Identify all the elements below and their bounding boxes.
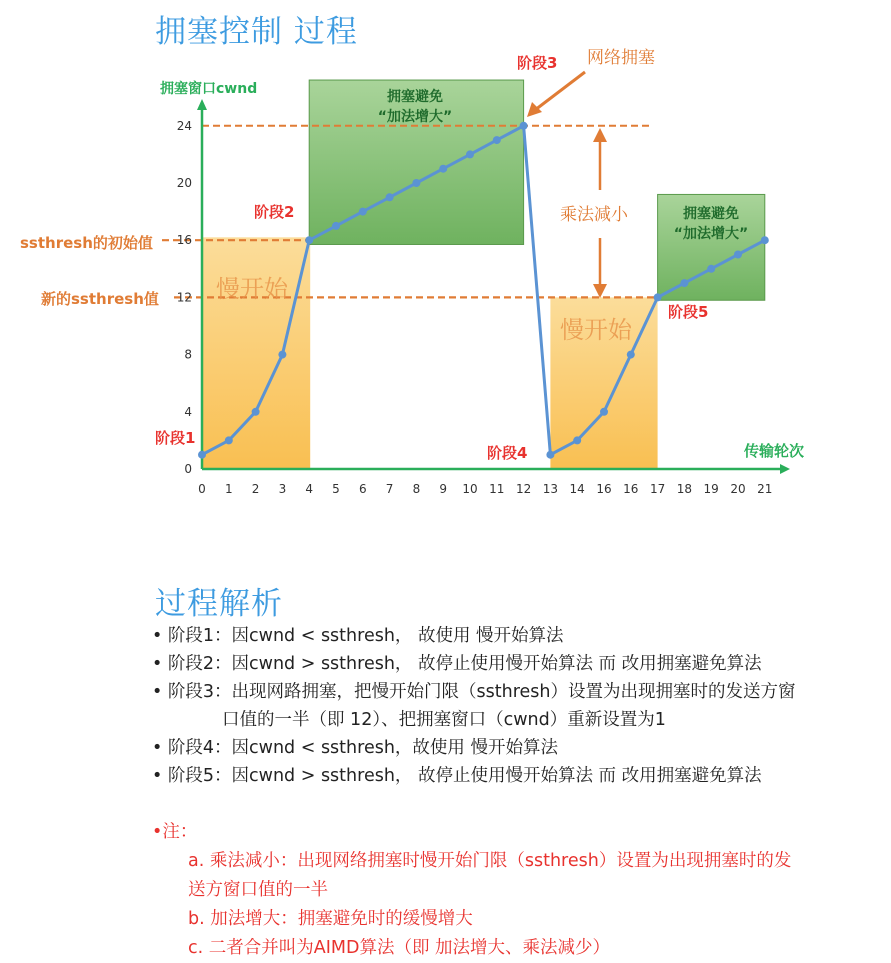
mult-arrow-down-head bbox=[593, 284, 607, 298]
congestion-arrow-line bbox=[535, 72, 585, 110]
stage1-label: 阶段1 bbox=[155, 429, 196, 447]
ca-title-1: 拥塞避免 bbox=[387, 89, 443, 105]
ca-sub-2: “加法增大” bbox=[673, 226, 749, 242]
x-tick-label: 11 bbox=[489, 482, 505, 496]
data-point bbox=[412, 179, 420, 187]
x-tick-label: 20 bbox=[730, 482, 746, 496]
stage3-label: 阶段3 bbox=[517, 54, 558, 72]
x-tick-label: 16 bbox=[596, 482, 612, 496]
x-tick-label: 6 bbox=[358, 482, 367, 496]
notes bbox=[152, 818, 791, 963]
x-tick-label: 4 bbox=[305, 482, 314, 496]
notes-head: •注： bbox=[152, 822, 198, 842]
data-point bbox=[707, 265, 715, 273]
x-tick-label: 18 bbox=[676, 482, 693, 496]
note-a: a. 乘法减小：出现网络拥塞时慢开始门限（ssthresh）设置为出现拥塞时的发 bbox=[188, 851, 792, 871]
data-point bbox=[680, 279, 688, 287]
x-axis-arrow bbox=[780, 464, 790, 474]
y-tick-label: 0 bbox=[184, 462, 192, 476]
note-c: c. 二者合并叫为AIMD算法（即 加法增大、乘法减少） bbox=[188, 938, 611, 958]
data-point bbox=[734, 251, 742, 259]
stage5-label: 阶段5 bbox=[668, 303, 709, 321]
mult-arrow-up-head bbox=[593, 128, 607, 142]
x-tick-label: 9 bbox=[439, 482, 448, 496]
data-point bbox=[278, 351, 286, 359]
analysis-list bbox=[152, 622, 796, 790]
slow-start-label-1: 慢开始 bbox=[216, 275, 288, 303]
note-a-cont: 送方窗口值的一半 bbox=[188, 880, 328, 900]
analysis-stage3-cont: 口值的一半（即 12）、把拥塞窗口（cwnd）重新设置为1 bbox=[222, 710, 666, 730]
data-point bbox=[546, 451, 554, 459]
data-point bbox=[225, 436, 233, 444]
y-tick-label: 24 bbox=[176, 118, 192, 133]
network-congestion-label: 网络拥塞 bbox=[587, 48, 655, 68]
ca-sub-1: “加法增大” bbox=[377, 109, 453, 125]
x-tick-label: 16 bbox=[623, 482, 639, 496]
data-point bbox=[359, 208, 367, 216]
ca-title-2: 拥塞避免 bbox=[683, 206, 739, 222]
x-tick-label: 5 bbox=[332, 482, 340, 496]
x-tick-label: 17 bbox=[649, 482, 666, 496]
x-tick-label: 8 bbox=[412, 482, 421, 496]
x-tick-label: 1 bbox=[224, 482, 233, 496]
data-point bbox=[654, 293, 662, 301]
stage2-label: 阶段2 bbox=[254, 203, 295, 221]
data-point bbox=[439, 165, 447, 173]
y-axis-arrow bbox=[197, 99, 207, 110]
data-point bbox=[305, 236, 313, 244]
x-tick-label: 12 bbox=[515, 482, 532, 496]
data-point bbox=[198, 451, 206, 459]
x-axis-label: 传输轮次 bbox=[744, 442, 805, 460]
analysis-stage3: • 阶段3：出现网路拥塞，把慢开始门限（ssthresh）设置为出现拥塞时的发送方窗 bbox=[152, 682, 796, 702]
slow-start-label-2: 慢开始 bbox=[560, 316, 632, 344]
x-tick-label: 19 bbox=[703, 482, 719, 496]
data-point bbox=[493, 136, 501, 144]
x-tick-label: 10 bbox=[462, 482, 478, 496]
data-point bbox=[573, 436, 581, 444]
x-tick-label: 7 bbox=[385, 482, 394, 496]
y-tick-label: 8 bbox=[184, 347, 192, 362]
analysis-stage4: • 阶段4：因cwnd < ssthresh，故使用 慢开始算法 bbox=[152, 738, 558, 758]
y-tick-label: 12 bbox=[176, 290, 192, 305]
x-tick-label: 0 bbox=[198, 482, 206, 496]
data-point bbox=[600, 408, 608, 416]
page-title: 拥塞控制 过程 bbox=[155, 14, 358, 50]
note-b: b. 加法增大：拥塞避免时的缓慢增大 bbox=[188, 909, 473, 929]
analysis-stage5: • 阶段5：因cwnd > ssthresh， 故停止使用慢开始算法 而 改用拥塞避免算法 bbox=[152, 766, 762, 786]
data-point bbox=[466, 150, 474, 158]
y-axis-label: 拥塞窗口cwnd bbox=[160, 81, 258, 97]
data-point bbox=[761, 236, 769, 244]
slow-start-region-1 bbox=[202, 237, 310, 470]
data-point bbox=[252, 408, 260, 416]
y-tick-label: 20 bbox=[176, 176, 192, 190]
analysis-title: 过程解析 bbox=[155, 586, 283, 622]
analysis-stage1: • 阶段1：因cwnd < ssthresh， 故使用 慢开始算法 bbox=[152, 626, 564, 646]
data-point bbox=[332, 222, 340, 230]
y-tick-label: 16 bbox=[176, 233, 192, 248]
mult-decrease-label: 乘法减小 bbox=[560, 205, 628, 225]
data-point bbox=[627, 351, 635, 359]
x-tick-label: 14 bbox=[569, 482, 585, 496]
x-tick-label: 21 bbox=[757, 482, 773, 496]
x-tick-label: 13 bbox=[542, 482, 559, 496]
stage4-label: 阶段4 bbox=[487, 444, 528, 462]
y-tick-label: 4 bbox=[184, 404, 192, 419]
ssthresh-new-label: 新的ssthresh值 bbox=[41, 290, 159, 308]
x-tick-label: 3 bbox=[278, 482, 287, 496]
analysis-stage2: • 阶段2：因cwnd > ssthresh， 故停止使用慢开始算法 而 改用拥塞避免算法 bbox=[152, 654, 762, 674]
congestion-arrow-head bbox=[527, 102, 542, 117]
ssthresh-initial-label: ssthresh的初始值 bbox=[20, 234, 153, 252]
data-point bbox=[386, 193, 394, 201]
x-tick-label: 2 bbox=[251, 482, 260, 496]
data-point bbox=[520, 122, 528, 130]
